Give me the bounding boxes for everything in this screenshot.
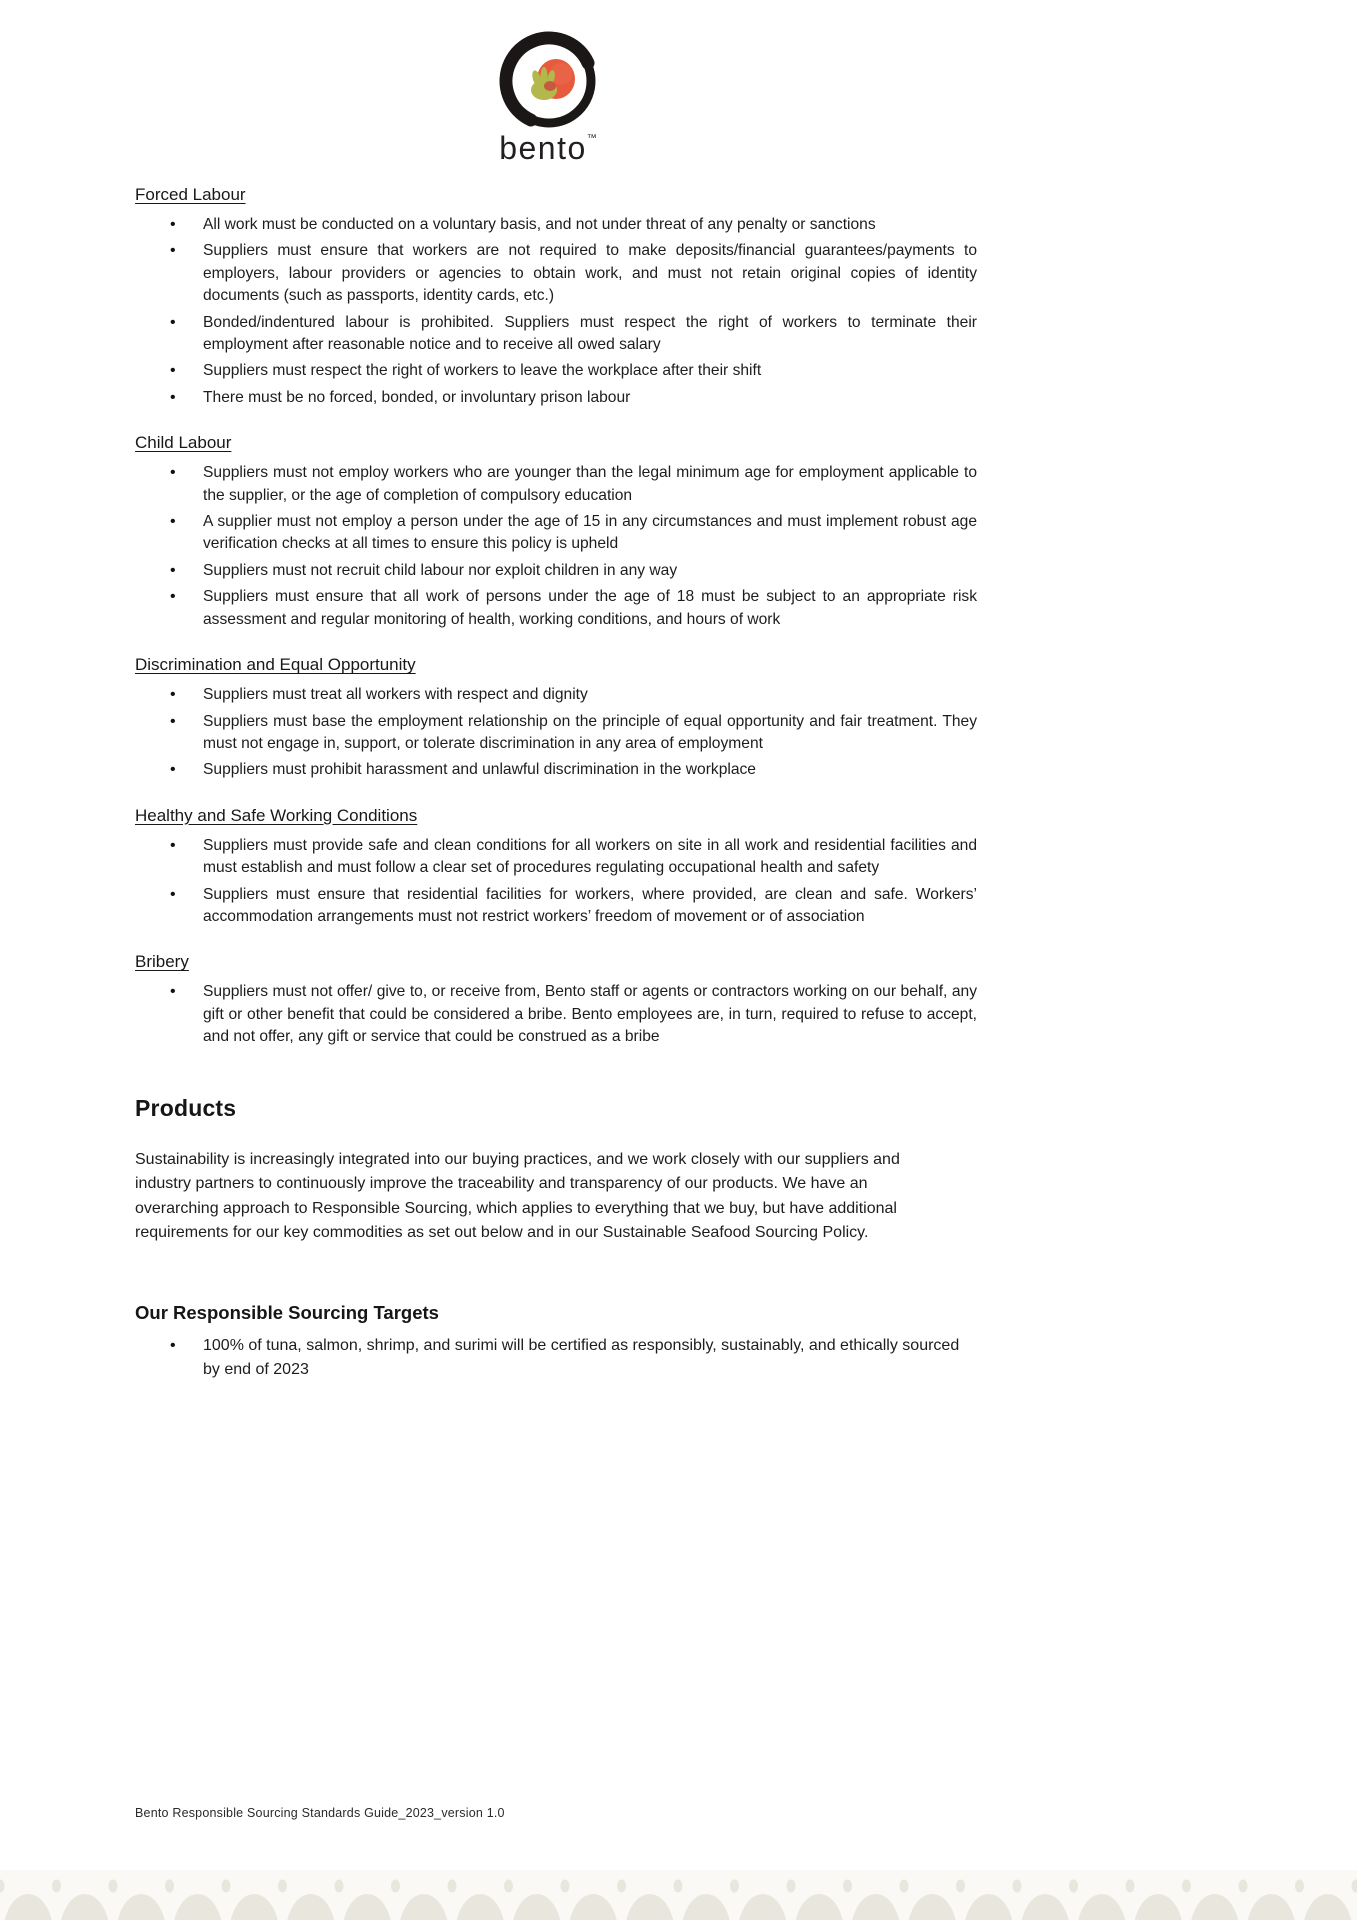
bullet-item: • Suppliers must provide safe and clean conditions for all workers on site in all work and residential facilities and must establish and must follow a clear set of procedures regulating occupational health and safety [203,835,977,880]
products-title: Products [135,1094,237,1121]
bullet-item: • Suppliers must ensure that all work of persons under the age of 18 must be subject to an appropriate risk assessment and regular monitoring of health, working conditions, and hours of work [203,586,977,631]
bullet-item: • Suppliers must ensure that workers are not required to make deposits/financial guarantees/payments to employers, labour providers or agencies to obtain work, and must not retain original copies of identity documents (such as passports, identity cards, etc.) [203,240,977,307]
bullet-list [135,684,977,782]
targets-title: Our Responsible Sourcing Targets [135,1301,439,1323]
footer-document-title: Bento Responsible Sourcing Standards Guide_2023_version 1.0 [135,1806,505,1820]
bullet-item: • Suppliers must prohibit harassment and unlawful discrimination in the workplace [203,759,977,781]
bullet-item: • Suppliers must respect the right of workers to leave the workplace after their shift [203,360,977,382]
bento-logo [448,30,648,166]
bullet-list [135,835,977,929]
section-discrimination [135,655,977,782]
bullet-list [135,214,977,409]
scallop-border-decoration [0,1870,1357,1920]
products-intro-paragraph: Sustainability is increasingly integrated into our buying practices, and we work closely with our suppliers and industry partners to continuously improve the traceability and transparency of our products. We have an overarching approach to Responsible Sourcing, which applies to everything that we buy, but have additional requirements for our key commodities as set out below and in our Sustainable Seafood Sourcing Policy. [135,1150,900,1242]
section-child-labour [135,433,977,631]
bullet-item: • There must be no forced, bonded, or involuntary prison labour [203,387,977,409]
bullet-item: • Suppliers must treat all workers with respect and dignity [203,684,977,706]
section-forced-labour [135,185,977,409]
bullet-item: • All work must be conducted on a voluntary basis, and not under threat of any penalty or sanctions [203,214,977,236]
targets-bullet-list [135,1334,977,1382]
section-bribery [135,952,977,1048]
bento-logo-icon [453,30,643,134]
section-health-safety [135,806,977,929]
bullet-item: • Suppliers must not recruit child labour nor exploit children in any way [203,560,977,582]
section-heading: Healthy and Safe Working Conditions [135,805,418,825]
bullet-item: • Suppliers must base the employment relationship on the principle of equal opportunity and fair treatment. They must not engage in, support, or tolerate discrimination in any area of employment [203,711,977,756]
brand-wordmark: bento™ [499,130,597,166]
bullet-list [135,462,977,631]
section-heading: Bribery [135,952,189,972]
bullet-item: • Suppliers must not employ workers who are younger than the legal minimum age for employment applicable to the supplier, or the age of completion of compulsory education [203,462,977,507]
section-heading: Discrimination and Equal Opportunity [135,655,416,675]
bullet-item: • Bonded/indentured labour is prohibited. Suppliers must respect the right of workers to terminate their employment after reasonable notice and to receive all owed salary [203,312,977,357]
trademark-mark: ™ [586,133,597,144]
bullet-item: • 100% of tuna, salmon, shrimp, and surimi will be certified as responsibly, sustainably, and ethically sourced by end of 2023 [203,1334,977,1382]
section-heading: Forced Labour [135,185,246,204]
bullet-list [135,981,977,1048]
bullet-item: • A supplier must not employ a person under the age of 15 in any circumstances and must implement robust age verification checks at all times to ensure this policy is upheld [203,511,977,556]
section-heading: Child Labour [135,433,232,453]
bullet-item: • Suppliers must ensure that residential facilities for workers, where provided, are clean and safe. Workers’ accommodation arrangements must not restrict workers’ freedom of movement or of association [203,884,977,929]
bullet-item: • Suppliers must not offer/ give to, or receive from, Bento staff or agents or contractors working on our behalf, any gift or other benefit that could be considered a bribe. Bento employees are, in turn, required to refuse to accept, and not offer, any gift or service that could be construed as a bribe [203,981,977,1048]
scallop-pattern-icon [0,1870,1357,1920]
